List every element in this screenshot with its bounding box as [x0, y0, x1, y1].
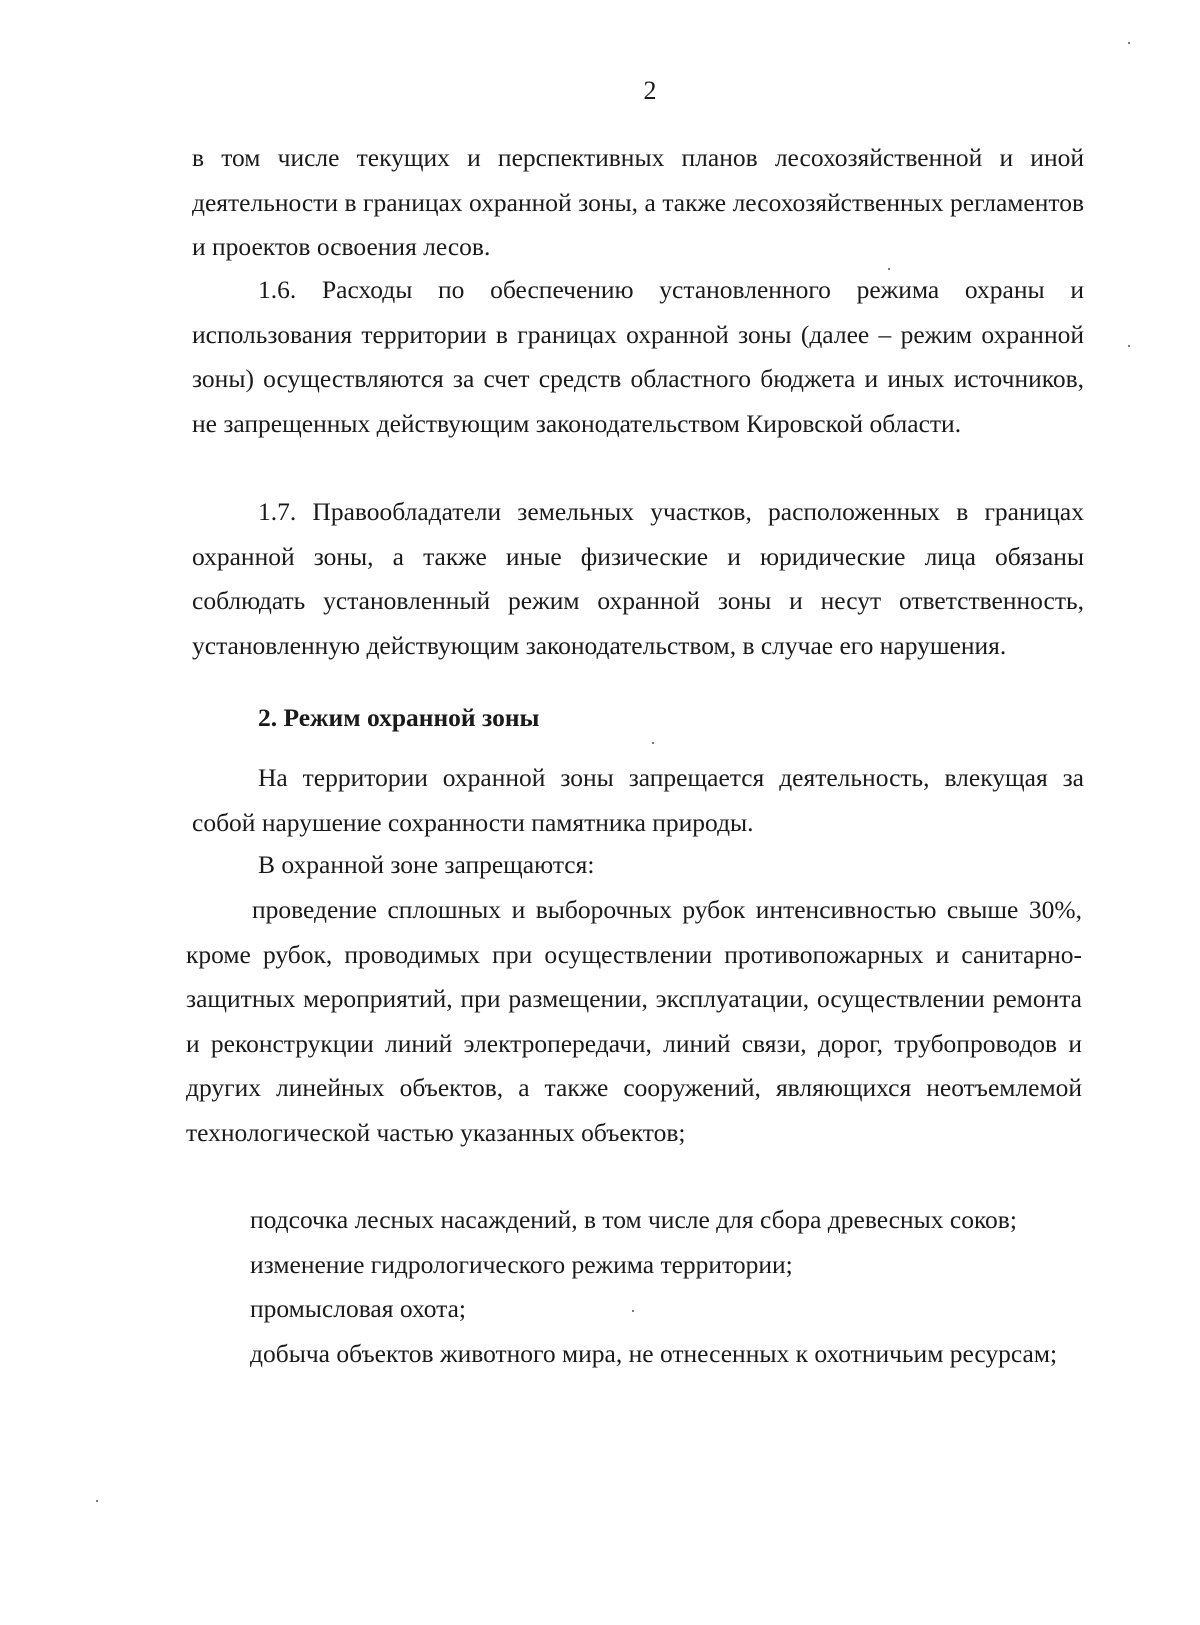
scan-speck — [632, 1310, 634, 1312]
page-number: 2 — [643, 76, 657, 105]
prohibited-item-felling — [186, 888, 1082, 1155]
scan-speck — [1128, 42, 1130, 44]
clause-1-7-text: 1.7. Правообладатели земельных участков, расположенных в границах охранной зоны, а также иные физические и юридические лица обязаны соблюдать установленный режим охранной зоны и несут ответственность, установленную действующим законодательством, в случае его нарушения. — [192, 497, 1084, 660]
section-heading: 2. Режим охранной зоны — [258, 703, 540, 732]
list-item: добыча объектов животного мира, не отнесенных к охотничьим ресурсам; — [250, 1338, 1058, 1368]
list-item: подсочка лесных насаждений, в том числе для сбора древесных соков; — [250, 1205, 1017, 1234]
section-intro-text: На территории охранной зоны запрещается деятельность, влекущая за собой нарушение сохранности памятника природы. — [192, 763, 1084, 837]
section-intro — [192, 756, 1084, 845]
prohibited-title-text: В охранной зоне запрещаются: — [258, 850, 595, 879]
clause-1-6-text: 1.6. Расходы по обеспечению установленного режима охраны и использования территории в границах охранной зоны (далее – режим охранной зоны) осуществляются за счет средств областного бюджета и иных источников, не запрещенных действующим законодательством Кировской области. — [192, 275, 1084, 438]
scan-speck — [96, 1500, 98, 1502]
paragraph-continuation — [192, 136, 1084, 270]
list-item: промысловая охота; — [250, 1294, 467, 1323]
list-item: проведение сплошных и выборочных рубок интенсивностью свыше 30%, кроме рубок, проводимых при осуществлении противопожарных и санитарно-защитных мероприятий, при размещении, эксплуатации, осуществлении ремонта и реконструкции линий электропередачи, линий связи, дорог, трубопроводов и других линейных объектов, а также сооружений, являющихся неотъемлемой технологической частью указанных объектов; — [186, 895, 1082, 1147]
paragraph-text: в том числе текущих и перспективных планов лесохозяйственной и иной деятельности в границах охранной зоны, а также лесохозяйственных регламентов и проектов освоения лесов. — [192, 143, 1084, 261]
list-item: изменение гидрологического режима территории; — [250, 1249, 793, 1279]
prohibited-title — [192, 843, 1084, 888]
scan-speck — [888, 268, 890, 270]
scan-speck — [1128, 345, 1130, 347]
clause-1-7 — [192, 490, 1084, 668]
prohibited-list — [184, 1198, 1080, 1376]
clause-1-6 — [192, 268, 1084, 446]
scan-speck — [652, 742, 654, 744]
